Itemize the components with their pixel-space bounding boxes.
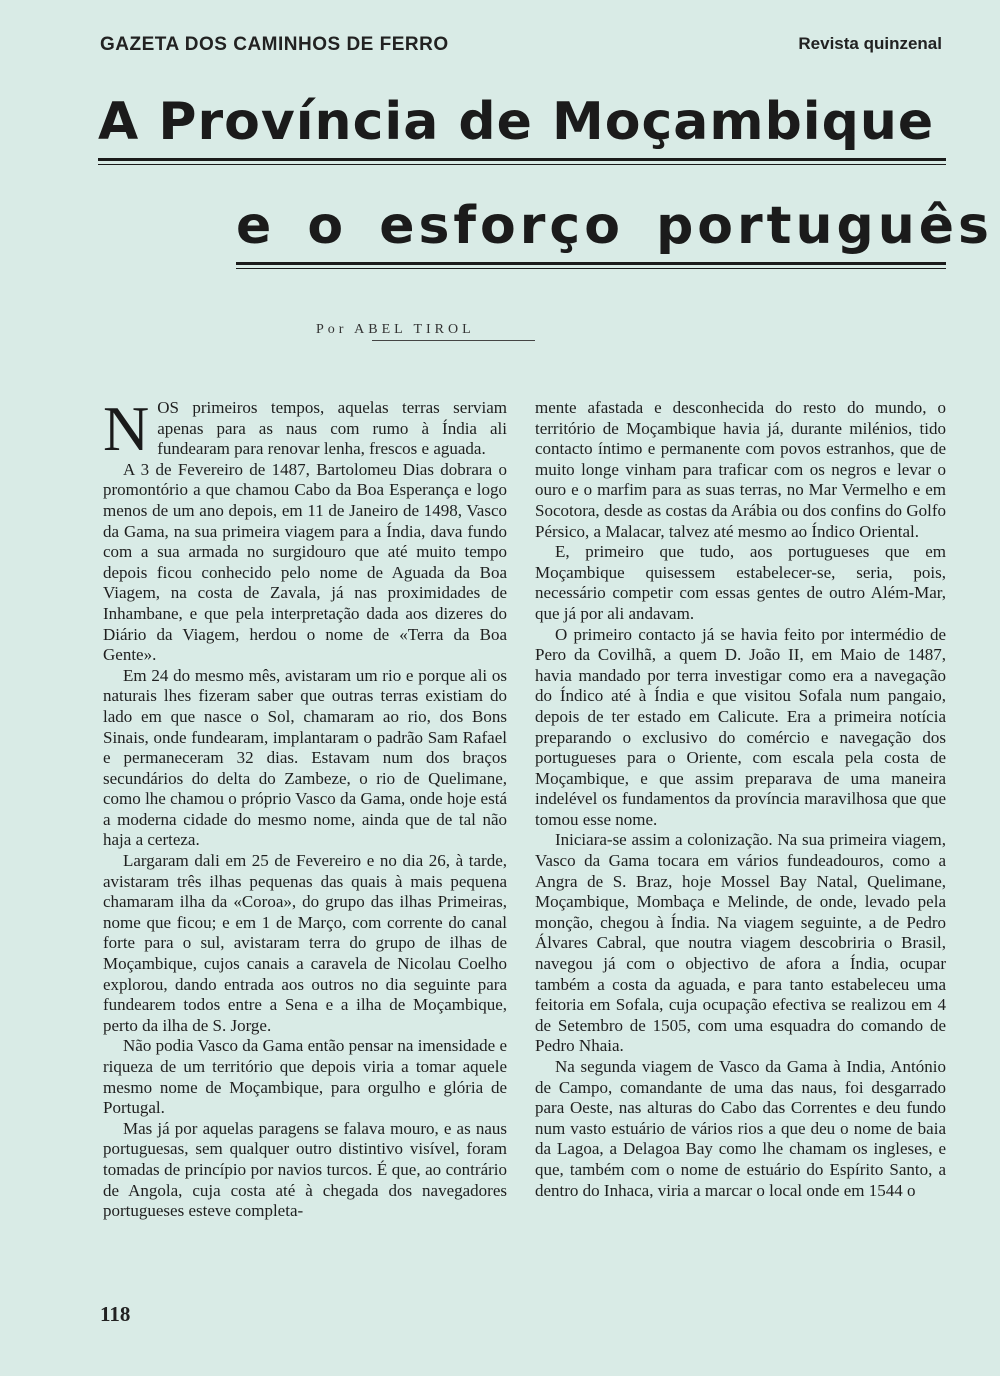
- title-rule-bottom-thin: [236, 268, 946, 269]
- article-title-line-2: e o esforço português: [236, 196, 993, 256]
- publication-name: GAZETA DOS CAMINHOS DE FERRO: [100, 34, 449, 55]
- title-rule-top-thin: [98, 164, 946, 165]
- article-paragraph: Não podia Vasco da Gama então pensar na imensidade e riqueza de um território que depois viria a tomar aquele mesmo nome de Moçambique, para orgulho e glória de Portugal.: [103, 1036, 507, 1118]
- article-paragraph: E, primeiro que tudo, aos portugueses que em Moçambique quisessem estabelecer-se, seria, pois, necessário competir com essas gentes de outro Além-Mar, que já por ali andavam.: [535, 542, 946, 623]
- article-paragraph: Em 24 do mesmo mês, avistaram um rio e porque ali os naturais lhes fizeram saber que outras terras existiam do lado em que nasce o Sol, chamaram ao rio, dos Bons Sinais, onde fundearam, implantaram o padrão Sam Rafael e permaneceram 32 dias. Estavam num dos braços secundários do delta do Zambeze, o rio de Quelimane, como lhe chamou o próprio Vasco da Gama, onde hoje está a moderna cidade do mesmo nome, ainda que de tal não haja a certeza.: [103, 665, 507, 850]
- drop-cap: N: [103, 393, 150, 464]
- issue-type: Revista quinzenal: [798, 34, 942, 53]
- page-number: 118: [100, 1302, 131, 1326]
- article-paragraph: Largaram dali em 25 de Fevereiro e no dia 26, à tarde, avistaram três ilhas pequenas das quais à mais pequena chamaram ilha da «Coroa», do grupo das ilhas Primeiras, nome que ficou; e em 1 de Março, com corrente do canal forte para o sul, avistaram terra do grupo de ilhas de Moçambique, cujos canais a caravela de Nicolau Coelho explorou, dando entrada aos outros no dia seguinte para fundearem todos entre a Sena e a ilha de Moçambique, perto da ilha de S. Jorge.: [103, 851, 507, 1035]
- article-paragraph: A 3 de Fevereiro de 1487, Bartolomeu Dias dobrara o promontório a que chamou Cabo da Boa Esperança e logo menos de um ano depois, em 11 de Janeiro de 1498, Vasco da Gama, na sua primeira viagem para a Índia, dava fundo com a sua armada no surgidouro que até muito tempo depois ficou conhecido pelo nome de Aguada da Boa Viagem, na costa de Zavala, já nas proximidades de Inhambane, e que pela interpretação dada aos dizeres do Diário da Viagem, herdou o nome de «Terra da Boa Gente».: [103, 459, 507, 665]
- article-paragraph: Iniciara-se assim a colonização. Na sua primeira viagem, Vasco da Gama tocara em vários fundeadouros, como a Angra de S. Braz, hoje Mossel Bay Natal, Quelimane, Moçambique, Mombaça e Melinde, de onde, levado pela monção, chegou à Índia. Na viagem seguinte, a de Pedro Álvares Cabral, que noutra viagem descobriria o Brasil, navegou já com o objectivo de afora a Índia, ocupar também a costa da aguada, e para tanto estabeleceu uma feitoria em Sofala, cuja ocupação efectiva se realizou em 4 de Setembro de 1505, com uma esquadra do comando de Pedro Nhaia.: [535, 830, 946, 1056]
- article-paragraph: O primeiro contacto já se havia feito por intermédio de Pero da Covilhã, a quem D. João II, em Maio de 1487, havia mandado por terra investigar como era a navegação do Índico até à Índia e que visitou Sofala num pangaio, depois de ter estado em Calicute. Era a primeira notícia preparando o exclusivo do comércio e navegação dos portugueses para o Oriente, com escala pela costa de Moçambique, e que assim preparava de uma maneira indelével os fundamentos da província maravilhosa que que tomou esse nome.: [535, 624, 946, 829]
- article-column-right: [535, 398, 946, 1201]
- article-paragraph: NOS primeiros tempos, aquelas terras serviam apenas para as naus com rumo à Índia ali fundearam para renovar lenha, frescos e aguada.: [103, 393, 507, 464]
- article-title-line-1: A Província de Moçambique: [98, 92, 935, 152]
- article-paragraph: mente afastada e desconhecida do resto do mundo, o território de Moçambique havia já, durante milénios, tido contacto íntimo e permanente com povos estranhos, que de muito longe vinham para traficar com os negros e levar o ouro e o marfim para as suas terras, no Mar Vermelho e em Socotora, desde as costas da Arábia ou dos confins do Golfo Pérsico, a Malacar, talvez até mesmo ao Índico Oriental.: [535, 398, 946, 541]
- title-rule-top: [98, 158, 946, 161]
- article-column-left: [103, 393, 507, 1222]
- article-paragraph: Na segunda viagem de Vasco da Gama à India, António de Campo, comandante de uma das naus, foi desgarrado para Oeste, nas alturas do Cabo das Correntes e deu fundo num vasto estuário de vários rios a que deu o nome de baia da Lagoa, a Delagoa Bay como lhe chamam os ingleses, e que, também com o nome de estuário do Espírito Santo, a dentro do Inhaca, viria a marcar o local onde em 1544 o: [535, 1057, 946, 1200]
- title-rule-bottom: [236, 262, 946, 265]
- byline-rule: [372, 340, 535, 341]
- byline: Por ABEL TIROL: [316, 322, 475, 337]
- article-paragraph: Mas já por aquelas paragens se falava mouro, e as naus portuguesas, sem qualquer outro distintivo visível, foram tomadas de princípio por navios turcos. É que, ao contrário de Angola, cuja costa até à chegada dos navegadores portugueses esteve completa-: [103, 1118, 507, 1221]
